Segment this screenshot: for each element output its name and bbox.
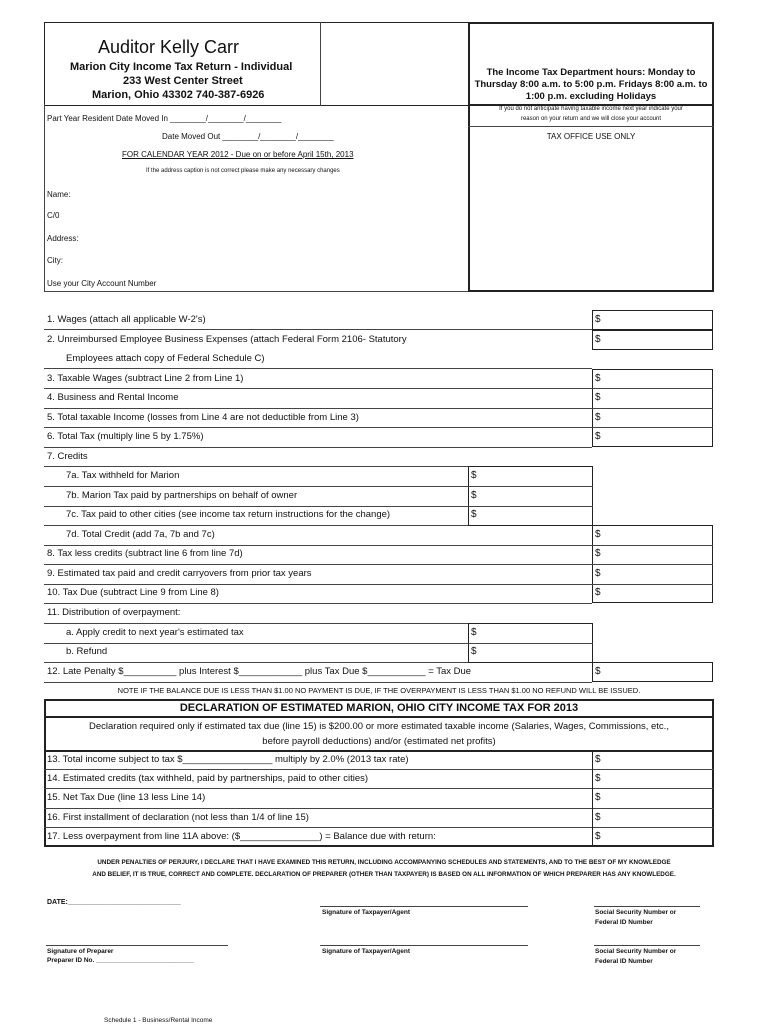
dollar-9: $ — [595, 568, 601, 579]
dollar-3: $ — [595, 373, 601, 384]
form-title: Marion City Income Tax Return - Individual — [70, 61, 293, 73]
line-7-label: 7. Credits — [47, 451, 88, 462]
ssn2-label-2: Federal ID Number — [595, 958, 653, 965]
line-11b-label: b. Refund — [66, 646, 108, 657]
hours-line-3: 1:00 p.m. excluding Holidays — [525, 91, 657, 102]
declaration-title-rule — [44, 716, 714, 718]
line-7d-label: 7d. Total Credit (add 7a, 7b and 7c) — [66, 529, 215, 540]
line-5-label: 5. Total taxable Income (losses from Line 4 are not deductible from Line 3) — [47, 412, 359, 423]
dollar-7b: $ — [471, 490, 477, 501]
moved-in-field[interactable]: Part Year Resident Date Moved In ________/________/________ — [47, 114, 282, 123]
sig-taxpayer2-line — [320, 945, 528, 946]
ssn-label-1: Social Security Number or — [595, 909, 677, 916]
rule-7b — [44, 506, 470, 507]
anticipate-note-2: reason on your return and we will close your account — [520, 116, 662, 122]
amount-sep-5 — [592, 408, 713, 409]
hours-line-2: Thursday 8:00 a.m. to 5:00 p.m. Fridays 8:00 a.m. to — [474, 79, 708, 90]
amount-sep-10 — [592, 584, 713, 585]
care-of-field[interactable]: C/0 — [47, 211, 60, 220]
amount-box-12[interactable] — [592, 662, 713, 682]
decl-rule-14 — [44, 788, 714, 789]
dollar-14[interactable]: $ — [595, 773, 601, 784]
dollar-11a: $ — [471, 627, 477, 638]
line-12-label[interactable]: 12. Late Penalty $__________ plus Interest $____________ plus Tax Due $___________ = Tax Due — [47, 666, 472, 677]
dollar-6: $ — [595, 431, 601, 442]
calendar-year: FOR CALENDAR YEAR 2012 - Due on or before April 15th, 2013 — [122, 150, 354, 159]
dollar-5: $ — [595, 412, 601, 423]
dollar-15[interactable]: $ — [595, 792, 601, 803]
ssn-label-2: Federal ID Number — [595, 919, 653, 926]
perjury-line-1: UNDER PENALTIES OF PERJURY, I DECLARE THAT I HAVE EXAMINED THIS RETURN, INCLUDING ACCOMPANYING SCHEDULES AND STATEMENTS, AND TO THE BEST OF MY KNOWLEDGE — [97, 859, 671, 866]
dollar-1: $ — [595, 314, 601, 325]
dollar-2: $ — [595, 334, 601, 345]
line-2-label: 2. Unreimbursed Employee Business Expenses (attach Federal Form 2106- Statutory — [47, 334, 407, 345]
auditor-name: Auditor Kelly Carr — [98, 37, 240, 57]
office-use-label: TAX OFFICE USE ONLY — [546, 132, 636, 141]
city-field[interactable]: City: — [47, 256, 63, 265]
declaration-text-2: before payroll deductions) and/or (estimated net profits) — [262, 736, 496, 747]
line-17-label[interactable]: 17. Less overpayment from line 11A above: ($_______________) = Balance due with return: — [47, 831, 436, 842]
credit-sep-7b — [468, 486, 593, 487]
decl-rule-16 — [44, 827, 714, 828]
line-10-label: 10. Tax Due (subtract Line 9 from Line 8) — [47, 587, 219, 598]
rule-1 — [44, 329, 592, 330]
line-13-label[interactable]: 13. Total income subject to tax $_________________ multiply by 2.0% (2013 tax rate) — [47, 754, 409, 765]
sig-taxpayer-line — [320, 906, 528, 907]
dollar-17[interactable]: $ — [595, 831, 601, 842]
line-15-label: 15. Net Tax Due (line 13 less Line 14) — [47, 792, 206, 803]
rule-12 — [44, 682, 592, 683]
rule-11a — [44, 643, 470, 644]
date-field[interactable]: DATE:_____________________________ — [47, 899, 181, 906]
line-9-label: 9. Estimated tax paid and credit carryovers from prior tax years — [47, 568, 312, 579]
left-border — [44, 104, 45, 292]
moved-out-field[interactable]: Date Moved Out ________/________/________ — [162, 132, 334, 141]
rule-6 — [44, 447, 592, 448]
dollar-7d: $ — [595, 529, 601, 540]
amount-box-1[interactable] — [592, 310, 713, 330]
rule-7c — [44, 525, 470, 526]
rule-9 — [44, 584, 592, 585]
decl-rule-15 — [44, 808, 714, 809]
line-11a-label: a. Apply credit to next year's estimated tax — [66, 627, 244, 638]
amount-sep-6 — [592, 427, 713, 428]
credit-box-7a-7c[interactable] — [468, 466, 593, 526]
preparer-id-field[interactable]: Preparer ID No. ___________________________ — [47, 957, 194, 964]
credit-sep-7c — [468, 506, 593, 507]
amount-sep-4 — [592, 388, 713, 389]
line-16-label: 16. First installment of declaration (not less than 1/4 of line 15) — [47, 812, 309, 823]
line-7a-label: 7a. Tax withheld for Marion — [66, 470, 180, 481]
rule-5 — [44, 427, 592, 428]
line-1-label: 1. Wages (attach all applicable W-2's) — [47, 314, 206, 325]
address-bottom-line — [44, 291, 468, 292]
hours-line-1: The Income Tax Department hours: Monday to — [486, 67, 696, 78]
credit-sep-11b — [468, 643, 593, 644]
dollar-11b: $ — [471, 646, 477, 657]
line-4-label: 4. Business and Rental Income — [47, 392, 179, 403]
dollar-12: $ — [595, 666, 601, 677]
amount-sep-8 — [592, 545, 713, 546]
decl-rule-13 — [44, 769, 714, 770]
office-use-divider — [468, 126, 714, 127]
ssn2-label-1: Social Security Number or — [595, 948, 677, 955]
dollar-7c: $ — [471, 509, 477, 520]
sig-taxpayer2-label: Signature of Taxpayer/Agent — [322, 948, 411, 955]
dollar-16[interactable]: $ — [595, 812, 601, 823]
dollar-4: $ — [595, 392, 601, 403]
header-divider-1 — [320, 22, 321, 106]
name-field[interactable]: Name: — [47, 190, 71, 199]
account-number-field[interactable]: Use your City Account Number — [47, 279, 157, 288]
line-3-label: 3. Taxable Wages (subtract Line 2 from Line 1) — [47, 373, 244, 384]
balance-note: NOTE IF THE BALANCE DUE IS LESS THAN $1.00 NO PAYMENT IS DUE, IF THE OVERPAYMENT IS LESS THAN $1.00 NO REFUND WILL BE ISSUED. — [117, 686, 641, 695]
decl-amount-divider — [592, 750, 593, 847]
street-address: 233 West Center Street — [123, 75, 243, 87]
ssn-line — [594, 906, 700, 907]
dollar-8: $ — [595, 548, 601, 559]
line-14-label: 14. Estimated credits (tax withheld, paid by partnerships, paid to other cities) — [47, 773, 369, 784]
declaration-title: DECLARATION OF ESTIMATED MARION, OHIO CITY INCOME TAX FOR 2013 — [179, 702, 579, 714]
rule-7a — [44, 486, 470, 487]
rule-4 — [44, 408, 592, 409]
perjury-line-2: AND BELIEF, IT IS TRUE, CORRECT AND COMPLETE. DECLARATION OF PREPARER (OTHER THAN TAXPAYER) IS BASED ON ALL INFORMATION OF WHICH PREPARER HAS ANY KNOWLEDGE. — [92, 871, 676, 878]
rule-7d — [44, 545, 592, 546]
rule-3 — [44, 388, 592, 389]
city-phone: Marion, Ohio 43302 740-387-6926 — [92, 89, 265, 101]
line-8-label: 8. Tax less credits (subtract line 6 from line 7d) — [47, 548, 243, 559]
dollar-13[interactable]: $ — [595, 754, 601, 765]
line-7c-label: 7c. Tax paid to other cities (see income tax return instructions for the change) — [66, 509, 391, 520]
dollar-10: $ — [595, 587, 601, 598]
rule-8 — [44, 564, 592, 565]
caption-note: If the address caption is not correct please make any necessary changes — [146, 168, 340, 174]
amount-box-2[interactable] — [592, 330, 713, 350]
sig-preparer-label: Signature of Preparer — [47, 948, 114, 955]
declaration-text-1: Declaration required only if estimated tax due (line 15) is $200.00 or more estimated taxable income (Salaries, Wages, Commissions, etc., — [89, 721, 669, 732]
line-2-label-cont: Employees attach copy of Federal Schedule C) — [66, 353, 265, 364]
rule-10 — [44, 603, 592, 604]
line-7b-label: 7b. Marion Tax paid by partnerships on behalf of owner — [66, 490, 298, 501]
address-field[interactable]: Address: — [47, 234, 79, 243]
line-11-label: 11. Distribution of overpayment: — [47, 607, 181, 618]
sig-preparer-line — [46, 945, 228, 946]
sig-taxpayer-label: Signature of Taxpayer/Agent — [322, 909, 411, 916]
amount-sep-9 — [592, 564, 713, 565]
declaration-lines-top — [44, 750, 714, 752]
dollar-7a: $ — [471, 470, 477, 481]
rule-2 — [44, 368, 592, 369]
schedule-1-heading: Schedule 1 - Business/Rental Income — [104, 1017, 213, 1024]
ssn2-line — [594, 945, 700, 946]
line-6-label: 6. Total Tax (multiply line 5 by 1.75%) — [47, 431, 204, 442]
anticipate-note-1: If you do not anticipate having taxable income next year indicate your — [499, 106, 683, 112]
